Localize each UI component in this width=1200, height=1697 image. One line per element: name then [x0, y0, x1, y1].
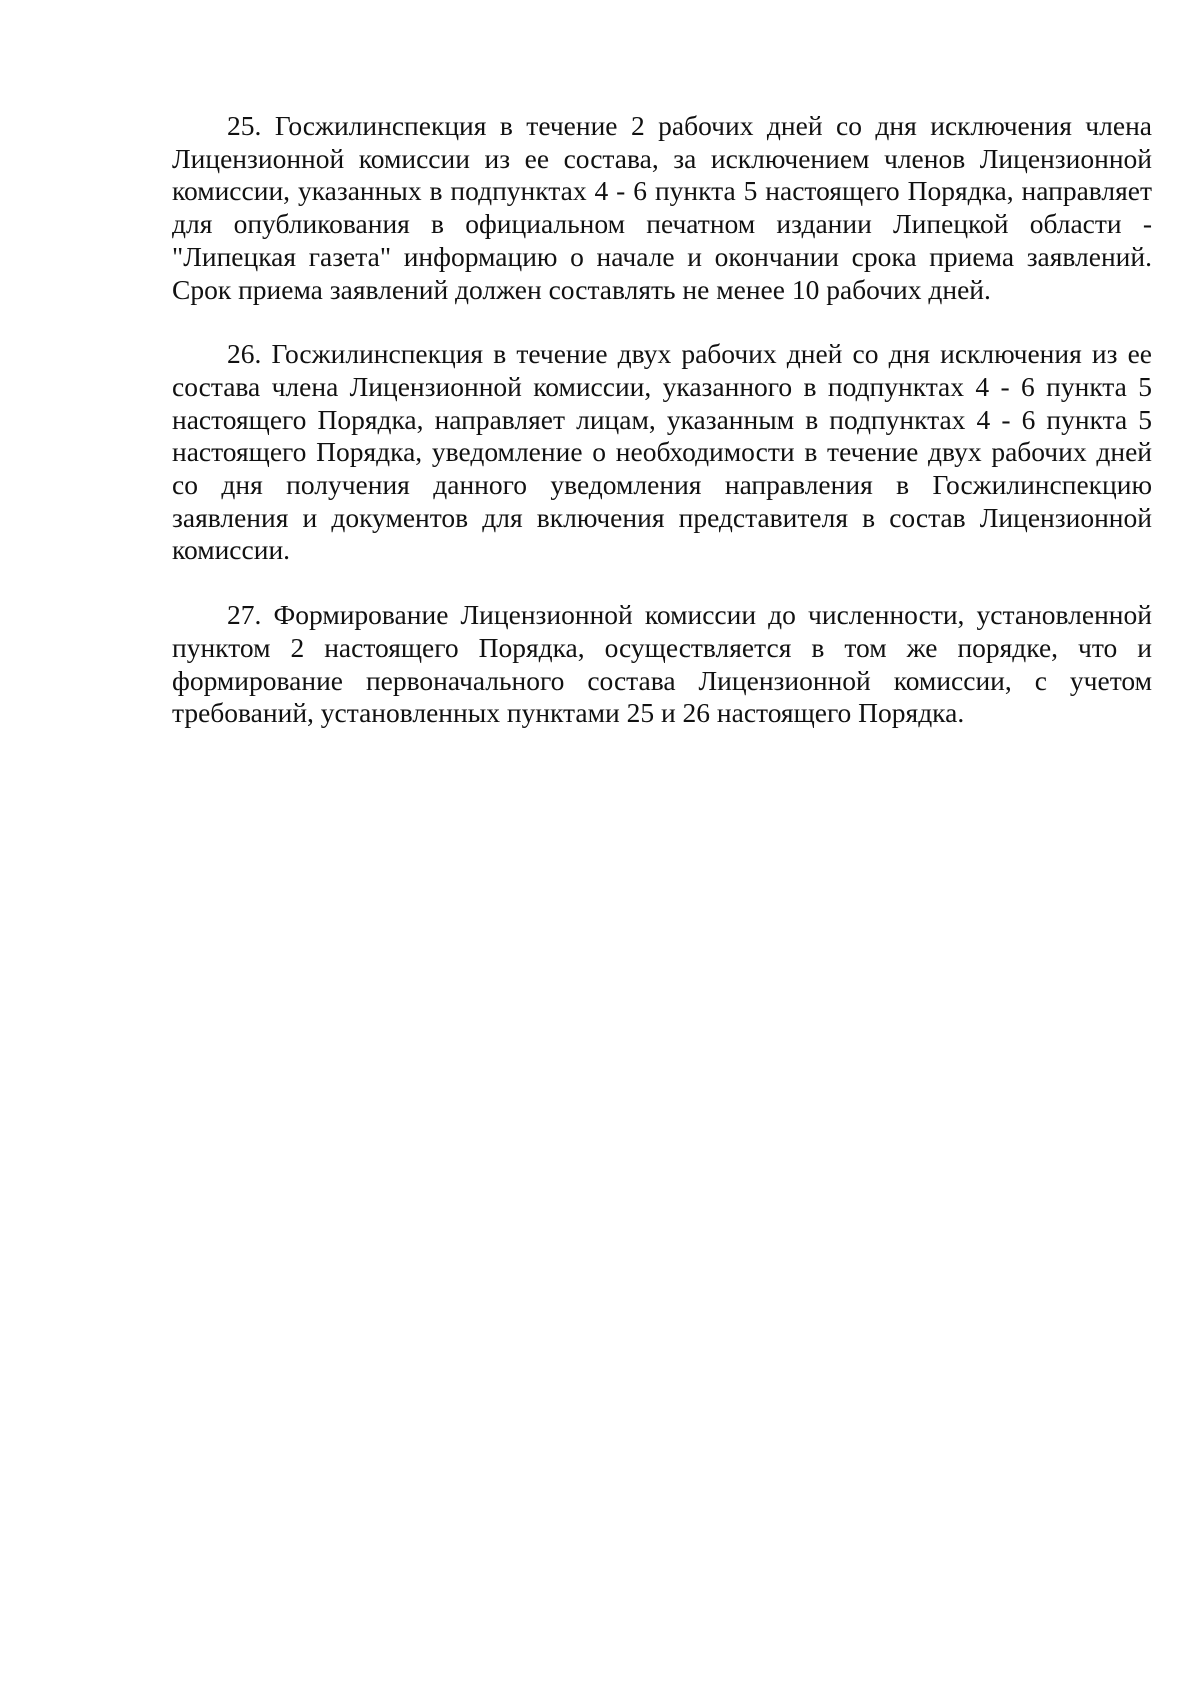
paragraph-26: 26. Госжилинспекция в течение двух рабочих дней со дня исключения из ее состава члена Лицензионной комиссии, указанного в подпунктах 4 - 6 пункта 5 настоящего Порядка, направляет лицам, указанным в подпунктах 4 - 6 пункта 5 настоящего Порядка, уведомление о необходимости в течение двух рабочих дней со дня получения данного уведомления направления в Госжилинспекцию заявления и документов для включения представителя в состав Лицензионной комиссии.: [172, 338, 1152, 566]
paragraph-25: 25. Госжилинспекция в течение 2 рабочих дней со дня исключения члена Лицензионной комиссии из ее состава, за исключением членов Лицензионной комиссии, указанных в подпунктах 4 - 6 пункта 5 настоящего Порядка, направляет для опубликования в официальном печатном издании Липецкой области - "Липецкая газета" информацию о начале и окончании срока приема заявлений. Срок приема заявлений должен составлять не менее 10 рабочих дней.: [172, 110, 1152, 305]
document-body: [172, 110, 1152, 762]
paragraph-27: 27. Формирование Лицензионной комиссии до численности, установленной пунктом 2 настоящего Порядка, осуществляется в том же порядке, что и формирование первоначального состава Лицензионной комиссии, с учетом требований, установленных пунктами 25 и 26 настоящего Порядка.: [172, 599, 1152, 729]
